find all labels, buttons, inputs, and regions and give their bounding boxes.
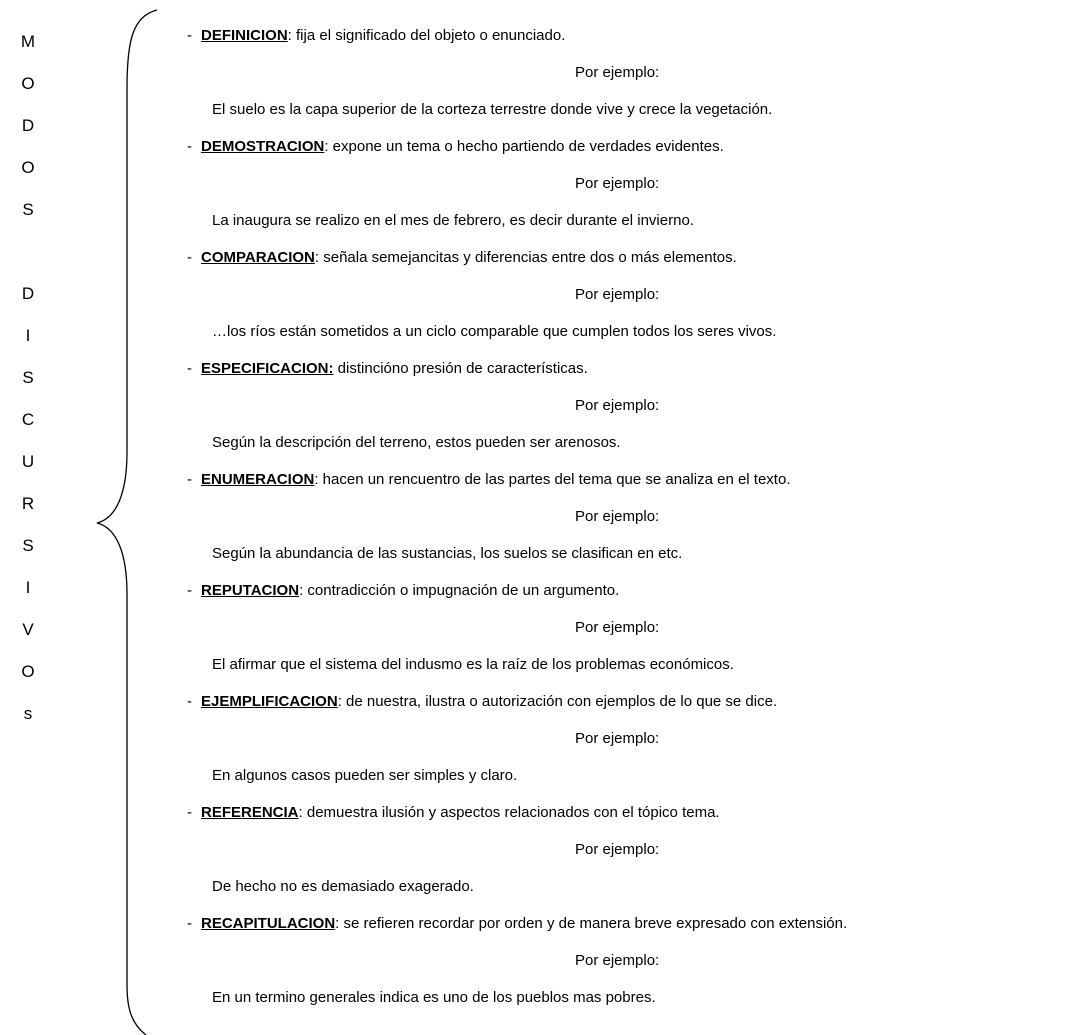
example-text: El afirmar que el sistema del indusmo es la raíz de los problemas económicos. [212, 656, 734, 673]
side-letter: S [22, 368, 34, 387]
example-text: El suelo es la capa superior de la corteza terrestre donde vive y crece la vegetación. [212, 101, 773, 118]
side-letter: S [22, 200, 34, 219]
example-label: Por ejemplo: [575, 175, 660, 192]
side-letter: D [21, 116, 35, 135]
list-item: - ENUMERACION: hacen un rencuentro de las partes del tema que se analiza en el texto. [187, 471, 791, 488]
example-label: Por ejemplo: [575, 952, 660, 969]
term-definition: : se refieren recordar por orden y de manera breve expresado con extensión. [335, 915, 848, 932]
term-label: REFERENCIA [201, 804, 299, 821]
term-label: EJEMPLIFICACION [201, 693, 338, 710]
term-label: DEMOSTRACION [201, 138, 325, 155]
list-item: - REPUTACION: contradicción o impugnación de un argumento. [187, 582, 620, 599]
term-label: REPUTACION [201, 582, 300, 599]
example-text: La inaugura se realizo en el mes de febrero, es decir durante el invierno. [212, 212, 694, 229]
term-definition: : hacen un rencuentro de las partes del tema que se analiza en el texto. [314, 471, 791, 488]
side-letter: C [21, 410, 35, 429]
term-label: RECAPITULACION [201, 915, 336, 932]
list-item: - REFERENCIA: demuestra ilusión y aspectos relacionados con el tópico tema. [187, 804, 720, 821]
term-label: ESPECIFICACION: [201, 360, 334, 377]
example-label: Por ejemplo: [575, 730, 660, 747]
term-definition: : señala semejancitas y diferencias entre dos o más elementos. [314, 249, 737, 266]
term-label: ENUMERACION [201, 471, 315, 488]
side-letter: R [21, 494, 35, 513]
term-definition: : fija el significado del objeto o enunciado. [287, 27, 566, 44]
example-text: De hecho no es demasiado exagerado. [212, 878, 474, 895]
term-definition: : expone un tema o hecho partiendo de verdades evidentes. [324, 138, 724, 155]
list-item: - ESPECIFICACION: distincióno presión de características. [187, 360, 588, 377]
side-letter: I [25, 578, 31, 597]
example-text: En algunos casos pueden ser simples y claro. [212, 767, 518, 784]
side-letter: O [21, 662, 35, 681]
term-definition: : contradicción o impugnación de un argumento. [299, 582, 620, 599]
example-text: Según la abundancia de las sustancias, los suelos se clasifican en etc. [212, 545, 683, 562]
side-letter: V [22, 620, 34, 639]
example-label: Por ejemplo: [575, 286, 660, 303]
term-definition: distincióno presión de características. [333, 360, 588, 377]
side-letter: O [21, 158, 35, 177]
term-definition: : demuestra ilusión y aspectos relacionados con el tópico tema. [298, 804, 720, 821]
side-letter: s [23, 704, 33, 723]
term-label: DEFINICION [201, 27, 288, 44]
term-label: COMPARACION [201, 249, 315, 266]
list-item: - COMPARACION: señala semejancitas y diferencias entre dos o más elementos. [187, 249, 737, 266]
example-label: Por ejemplo: [575, 397, 660, 414]
list-item: - RECAPITULACION: se refieren recordar por orden y de manera breve expresado con extensión. [187, 915, 848, 932]
example-label: Por ejemplo: [575, 619, 660, 636]
list-item: - EJEMPLIFICACION: de nuestra, ilustra o autorización con ejemplos de lo que se dice. [187, 693, 778, 710]
side-letter: S [22, 536, 34, 555]
side-letter: U [21, 452, 35, 471]
example-text: …los ríos están sometidos a un ciclo comparable que cumplen todos los seres vivos. [212, 323, 777, 340]
example-label: Por ejemplo: [575, 841, 660, 858]
side-letter: O [21, 74, 35, 93]
example-text: Según la descripción del terreno, estos pueden ser arenosos. [212, 434, 621, 451]
example-label: Por ejemplo: [575, 508, 660, 525]
example-label: Por ejemplo: [575, 64, 660, 81]
term-definition: : de nuestra, ilustra o autorización con ejemplos de lo que se dice. [337, 693, 778, 710]
side-letter: D [21, 284, 35, 303]
list-item: - DEMOSTRACION: expone un tema o hecho partiendo de verdades evidentes. [187, 138, 724, 155]
list-item: - DEFINICION: fija el significado del objeto o enunciado. [187, 27, 566, 44]
example-text: En un termino generales indica es uno de los pueblos mas pobres. [212, 989, 656, 1006]
side-letter: M [20, 32, 36, 51]
side-letter: I [25, 326, 31, 345]
